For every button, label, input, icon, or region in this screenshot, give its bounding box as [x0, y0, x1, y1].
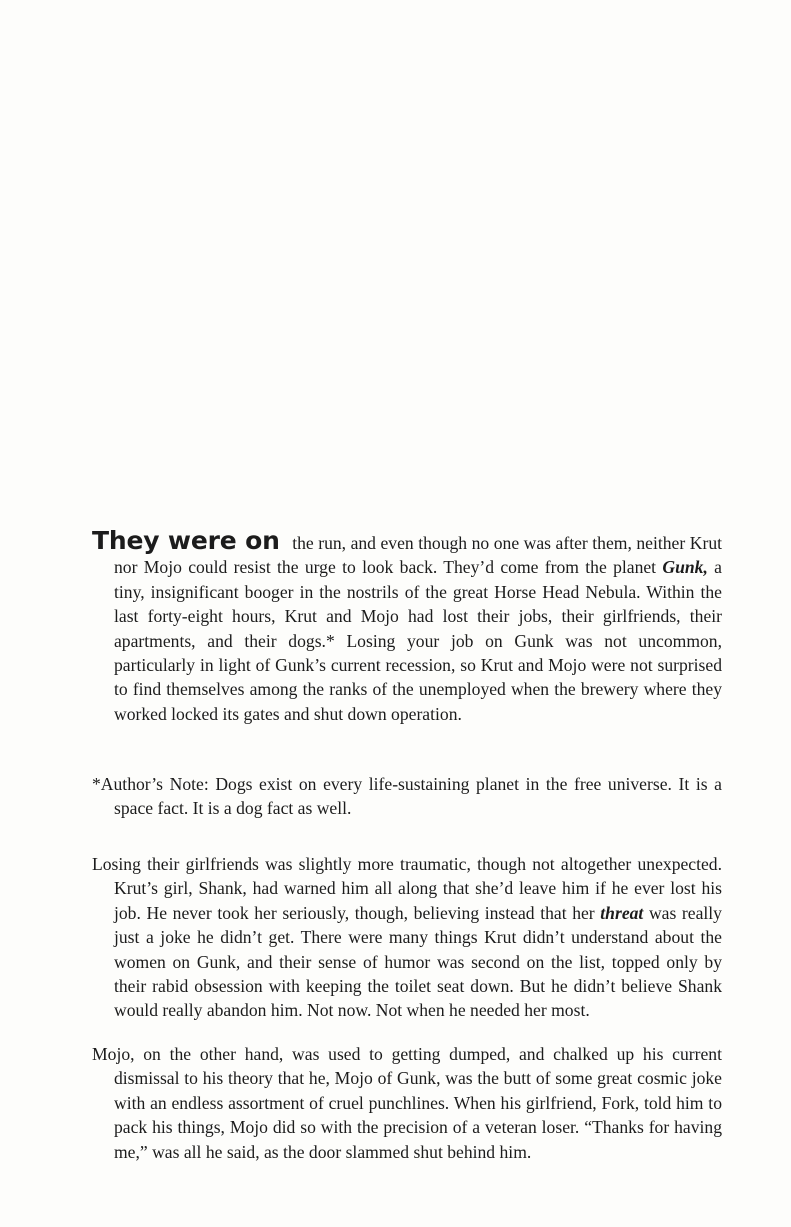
- paragraph-text: was really just a joke he didn’t get. There were many things Krut didn’t understand about the women on Gunk, and their sense of humor was second on the list, topped only by their rabid obsession with keeping the toilet seat down. But he didn’t believe Shank would really abandon him. Not now. Not when he needed her most.: [114, 902, 722, 1021]
- authors-note: *Author’s Note: Dogs exist on every life-sustaining planet in the free universe. It is a space fact. It is a dog fact as well.: [92, 774, 722, 819]
- chapter-lead-in: They were on: [92, 526, 280, 555]
- paragraph-text: a tiny, insignificant booger in the nostrils of the great Horse Head Nebula. Within the last forty-eight hours, Krut and Mojo had lost their jobs, their girlfriends, their apartments, and their dogs.* Losing your job on Gunk was not uncommon, particularly in light of Gunk’s current recession, so Krut and Mojo were not surprised to find themselves among the ranks of the unemployed when the brewery where they worked locked its gates and shut down operation.: [114, 557, 722, 724]
- opening-paragraph: [92, 526, 722, 726]
- second-paragraph: [92, 852, 722, 1023]
- third-paragraph: Mojo, on the other hand, was used to getting dumped, and chalked up his current dismissal to his theory that he, Mojo of Gunk, was the butt of some great cosmic joke with an endless assortment of cruel punchlines. When his girlfriend, Fork, told him to pack his things, Mojo did so with the precision of a veteran loser. “Thanks for having me,” was all he said, as the door slammed shut behind him.: [92, 1044, 722, 1162]
- paragraph-text: the run, and even though no one was after them, neither Krut nor Mojo could resist the urge to look back. They’d come from the planet: [114, 533, 722, 578]
- third-paragraph-block: [92, 1042, 722, 1164]
- emphasis-threat: threat: [600, 902, 644, 923]
- footnote-block: [92, 772, 722, 821]
- second-paragraph-block: [92, 852, 722, 1023]
- paragraph-text: Losing their girlfriends was slightly more traumatic, though not altogether unexpected. Krut’s girl, Shank, had warned him all along that she’d leave him if he ever lost his job. He never took her seriously, though, believing instead that her: [92, 854, 722, 923]
- opening-paragraph-block: [92, 526, 722, 726]
- planet-name-gunk: Gunk,: [662, 557, 708, 578]
